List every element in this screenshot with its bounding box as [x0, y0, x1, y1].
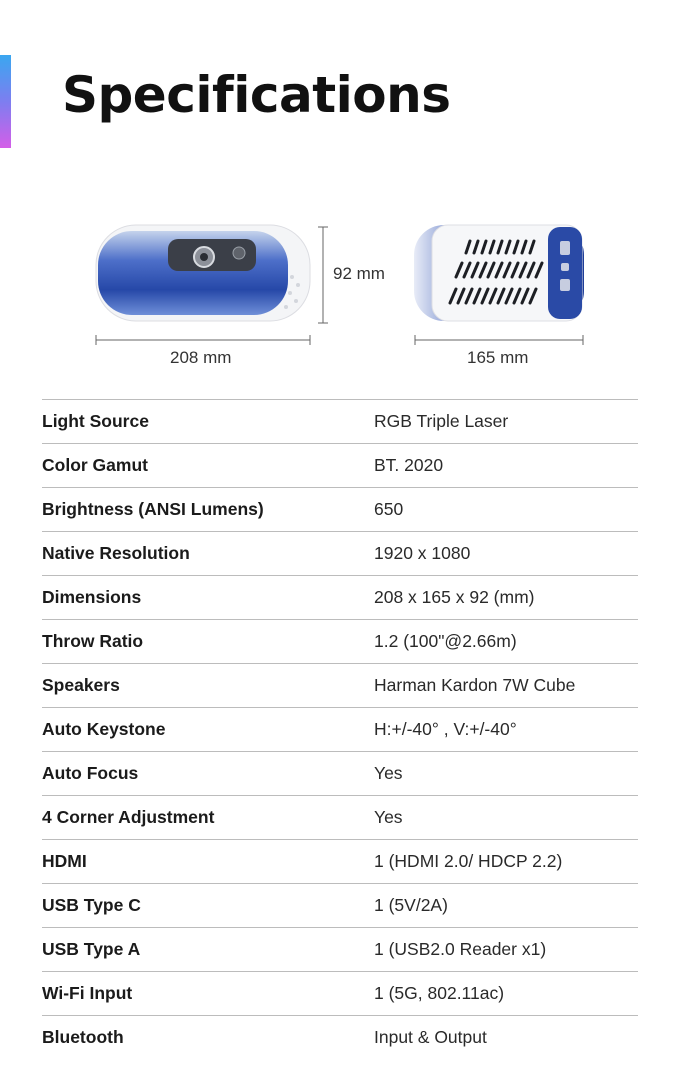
spec-row: [42, 972, 638, 1016]
spec-label: Dimensions: [42, 576, 374, 620]
spec-label: USB Type A: [42, 928, 374, 972]
spec-row: [42, 752, 638, 796]
spec-value: Yes: [374, 752, 638, 796]
projector-front-view: [96, 225, 310, 321]
spec-label: Light Source: [42, 400, 374, 444]
spec-value: 1 (USB2.0 Reader x1): [374, 928, 638, 972]
spec-row: [42, 796, 638, 840]
depth-dimension-line: [415, 335, 583, 345]
spec-value: 1 (HDMI 2.0/ HDCP 2.2): [374, 840, 638, 884]
spec-row: [42, 400, 638, 444]
projector-illustration: [0, 205, 680, 380]
page-title: Specifications: [62, 66, 451, 124]
spec-value: Yes: [374, 796, 638, 840]
product-figure: [0, 205, 680, 380]
spec-value: Harman Kardon 7W Cube: [374, 664, 638, 708]
spec-row: [42, 488, 638, 532]
spec-value: 1.2 (100"@2.66m): [374, 620, 638, 664]
spec-value: 1 (5G, 802.11ac): [374, 972, 638, 1016]
height-dimension-line: [318, 227, 328, 323]
spec-label: Throw Ratio: [42, 620, 374, 664]
spec-value: H:+/-40° , V:+/-40°: [374, 708, 638, 752]
spec-row: [42, 708, 638, 752]
spec-value: 650: [374, 488, 638, 532]
spec-value: 1920 x 1080: [374, 532, 638, 576]
spec-row: [42, 840, 638, 884]
depth-label: 165 mm: [467, 348, 529, 367]
spec-table: [42, 399, 638, 1059]
width-dimension-line: [96, 335, 310, 345]
spec-label: 4 Corner Adjustment: [42, 796, 374, 840]
spec-label: Brightness (ANSI Lumens): [42, 488, 374, 532]
spec-row: [42, 576, 638, 620]
spec-label: Bluetooth: [42, 1016, 374, 1060]
spec-value: 1 (5V/2A): [374, 884, 638, 928]
spec-label: HDMI: [42, 840, 374, 884]
spec-row: [42, 884, 638, 928]
spec-value: Input & Output: [374, 1016, 638, 1060]
accent-bar: [0, 55, 11, 148]
spec-label: Speakers: [42, 664, 374, 708]
spec-row: [42, 664, 638, 708]
spec-label: Color Gamut: [42, 444, 374, 488]
spec-label: Wi-Fi Input: [42, 972, 374, 1016]
spec-label: Native Resolution: [42, 532, 374, 576]
spec-label: Auto Focus: [42, 752, 374, 796]
spec-row: [42, 620, 638, 664]
spec-value: BT. 2020: [374, 444, 638, 488]
spec-table-body: [42, 400, 638, 1060]
width-label: 208 mm: [170, 348, 232, 367]
spec-value: 208 x 165 x 92 (mm): [374, 576, 638, 620]
spec-row: [42, 444, 638, 488]
spec-row: [42, 928, 638, 972]
spec-row: [42, 532, 638, 576]
spec-row: [42, 1016, 638, 1060]
spec-label: USB Type C: [42, 884, 374, 928]
spec-value: RGB Triple Laser: [374, 400, 638, 444]
height-label: 92 mm: [333, 264, 385, 283]
spec-label: Auto Keystone: [42, 708, 374, 752]
projector-side-view: [414, 225, 584, 321]
